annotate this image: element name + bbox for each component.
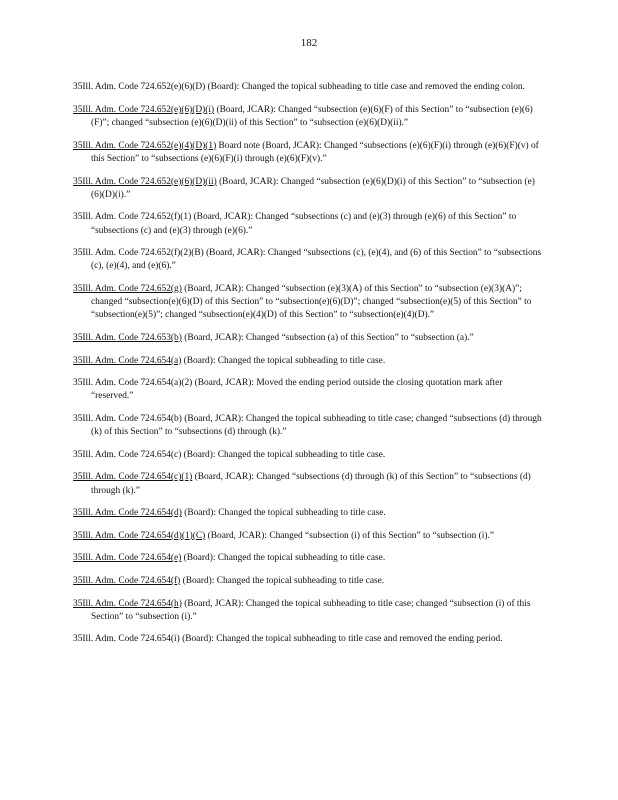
- list-item: [73, 283, 543, 323]
- code-citation: 35Ill. Adm. Code 724.654(a): [73, 355, 182, 366]
- code-citation: 35Ill. Adm. Code 724.654(d): [73, 508, 182, 519]
- list-item: [73, 413, 543, 439]
- entry-text: (Board, JCAR): Changed “subsections (d) through (k) of this Section” to “subsections (d) through (k).”: [91, 472, 531, 496]
- entry-text: (Board): Changed the topical subheading to title case.: [181, 553, 386, 564]
- list-item: [73, 598, 543, 624]
- code-citation: 35Ill. Adm. Code 724.654(a)(2): [73, 378, 193, 389]
- list-item: [73, 530, 543, 543]
- entry-text: Board note (Board, JCAR): Changed “subsections (e)(6)(F)(i) through (e)(6)(F)(v) of this Section” to “subsections (e)(6)(F)(i) through (e)(6)(F)(v).”: [91, 140, 539, 164]
- code-citation: 35Ill. Adm. Code 724.653(b): [73, 332, 182, 343]
- code-citation: 35Ill. Adm. Code 724.654(b): [73, 413, 182, 424]
- list-item: [73, 552, 543, 565]
- code-citation: 35Ill. Adm. Code 724.654(h): [73, 598, 182, 609]
- entry-text: (Board): Changed the topical subheading to title case.: [181, 508, 386, 519]
- code-citation: 35Ill. Adm. Code 724.652(e)(4)(D)(1): [73, 140, 217, 151]
- list-item: [73, 575, 543, 588]
- list-item: [73, 140, 543, 166]
- list-item: [73, 355, 543, 368]
- code-citation: 35Ill. Adm. Code 724.652(f)(1): [73, 212, 192, 223]
- entry-text: (Board, JCAR): Moved the ending period outside the closing quotation mark after “reserved.”: [91, 378, 503, 402]
- code-citation: 35Ill. Adm. Code 724.652(e)(6)(D): [73, 82, 206, 93]
- entry-text: (Board): Changed the topical subheading to title case.: [181, 355, 386, 366]
- list-item: [73, 471, 543, 497]
- list-item: [73, 332, 543, 345]
- entry-text: (Board, JCAR): Changed the topical subheading to title case; changed “subsections (d) through (k) of this Section” to “subsections (d) through (k).”: [91, 413, 542, 438]
- code-citation: 35Ill. Adm. Code 724.654(d)(1)(C): [73, 530, 206, 541]
- list-item: [73, 247, 543, 273]
- entry-text: (Board): Changed the topical subheading to title case and removed the ending colon.: [205, 82, 525, 93]
- entry-text: (Board, JCAR): Changed “subsection (e)(3)(A) of this Section” to “subsection (e)(3)(A)”; changed “subsection(e)(6)(D) of this Section” to “subsection(e)(6)(D)”; changed “subsection(e)(5) of this Section” to “subsection(e)(5)”; changed “subsection(e)(4)(D) of this Section” to “subsection(e)(4)(D).”: [91, 283, 532, 321]
- entry-text: (Board, JCAR): Changed “subsection (i) of this Section” to “subsection (i).”: [205, 530, 495, 541]
- entry-text: (Board, JCAR): Changed “subsections (c), (e)(4), and (6) of this Section” to “subsections (c), (e)(4), and (e)(6).”: [91, 248, 542, 272]
- list-item: [73, 211, 543, 237]
- code-citation: 35Ill. Adm. Code 724.652(f)(2)(B): [73, 248, 204, 259]
- entry-text: (Board): Changed the topical subheading to title case.: [180, 575, 385, 586]
- code-citation: 35Ill. Adm. Code 724.654(e): [73, 553, 182, 564]
- entry-text: (Board, JCAR): Changed the topical subheading to title case; changed “subsection (i) of this Section” to “subsection (i).”: [91, 598, 531, 622]
- code-citation: 35Ill. Adm. Code 724.652(e)(6)(D)(ii): [73, 176, 217, 187]
- entry-text: (Board, JCAR): Changed “subsections (c) and (e)(3) through (e)(6) of this Section” to “subsections (c) and (e)(3) through (e)(6).”: [91, 212, 517, 236]
- entry-text: (Board, JCAR): Changed “subsection (e)(6)(F) of this Section” to “subsection (e)(6)(F)”; changed “subsection (e)(6)(D)(ii) of this Section” to “subsection (e)(6)(D)(ii).”: [91, 104, 533, 129]
- code-citation: 35Ill. Adm. Code 724.654(c)(1): [73, 472, 193, 483]
- page-number: 182: [300, 37, 318, 49]
- list-item: [73, 449, 543, 462]
- entry-text: (Board): Changed the topical subheading to title case.: [181, 449, 386, 460]
- list-item: [73, 81, 543, 94]
- entry-list: [73, 72, 543, 654]
- code-citation: 35Ill. Adm. Code 724.654(i): [73, 634, 180, 645]
- entry-text: (Board): Changed the topical subheading to title case and removed the ending period.: [179, 634, 503, 645]
- list-item: [73, 176, 543, 202]
- entry-text: (Board, JCAR): Changed “subsection (e)(6)(D)(i) of this Section” to “subsection (e)(6)(D)(i).”: [91, 176, 535, 200]
- list-item: [73, 633, 543, 646]
- list-item: [73, 507, 543, 520]
- list-item: [73, 104, 543, 130]
- code-citation: 35Ill. Adm. Code 724.654(c): [73, 449, 182, 460]
- code-citation: 35Ill. Adm. Code 724.654(f): [73, 575, 181, 586]
- list-item: [73, 377, 543, 403]
- code-citation: 35Ill. Adm. Code 724.652(g): [73, 283, 182, 294]
- entry-text: (Board, JCAR): Changed “subsection (a) of this Section” to “subsection (a).”: [181, 332, 474, 343]
- code-citation: 35Ill. Adm. Code 724.652(e)(6)(D)(i): [73, 104, 215, 115]
